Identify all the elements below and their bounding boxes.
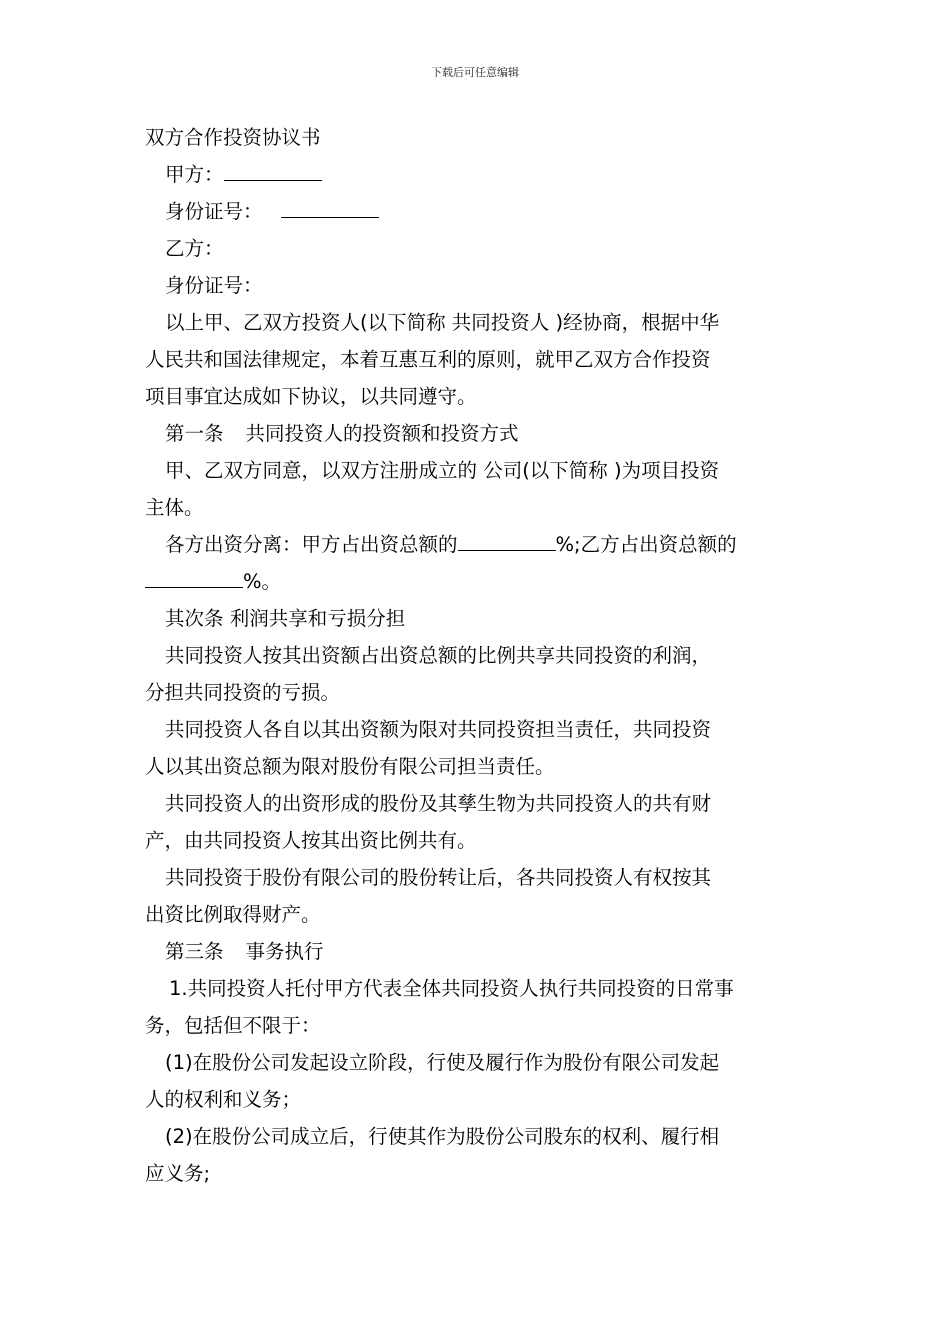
party-a-id-line	[145, 193, 811, 230]
article-2-p1-line-1: 共同投资人按其出资额占出资总额的比例共享共同投资的利润，	[165, 644, 712, 667]
article-2-p3-line-2: 产，由共同投资人按其出资比例共有。	[145, 829, 477, 852]
party-a-line	[145, 156, 811, 193]
party-b-line	[145, 230, 811, 267]
document-title: 双方合作投资协议书	[145, 126, 321, 149]
article-2-p3-line-1: 共同投资人的出资形成的股份及其孳生物为共同投资人的共有财	[165, 792, 712, 815]
article-2-heading: 其次条 利润共享和亏损分担	[165, 607, 406, 630]
article-2-p2-line-1: 共同投资人各自以其出资额为限对共同投资担当责任，共同投资	[165, 718, 712, 741]
intro-line-3: 项目事宜达成如下协议，以共同遵守。	[145, 385, 477, 408]
article-1-p2-text-c: %。	[243, 570, 282, 593]
article-3-title: 事务执行	[245, 940, 324, 963]
article-2-p1-line-2: 分担共同投资的亏损。	[145, 681, 341, 704]
article-1-p1-line-2: 主体。	[145, 496, 204, 519]
article-1-p2-line-2	[145, 563, 811, 600]
party-a-label: 甲方：	[165, 163, 224, 186]
article-3-item-1-line-2: 务，包括但不限于：	[145, 1014, 321, 1037]
party-b-id-line	[145, 267, 811, 304]
party-b-label: 乙方：	[165, 237, 224, 260]
article-1-p2-line-1	[145, 526, 811, 563]
article-3-heading	[145, 933, 811, 970]
article-1-number: 第一条	[165, 422, 224, 445]
article-3-sub-1-line-2: 人的权利和义务；	[145, 1088, 302, 1111]
article-3-sub-1-line-1: (1)在股份公司发起设立阶段，行使及履行作为股份有限公司发起	[165, 1051, 720, 1074]
article-2-p2-line-2: 人以其出资总额为限对股份有限公司担当责任。	[145, 755, 555, 778]
intro-line-2: 人民共和国法律规定，本着互惠互利的原则，就甲乙双方合作投资	[145, 348, 711, 371]
article-1-title: 共同投资人的投资额和投资方式	[245, 422, 519, 445]
article-1-p1-line-1: 甲、乙双方同意，以双方注册成立的 公司(以下简称 )为项目投资	[165, 459, 720, 482]
party-a-share-blank[interactable]	[458, 528, 556, 551]
party-a-id-blank[interactable]	[281, 195, 379, 218]
article-3-number: 第三条	[165, 940, 224, 963]
party-a-id-label: 身份证号：	[165, 200, 263, 223]
article-1-heading	[145, 415, 811, 452]
article-3-sub-2-line-2: 应义务;	[145, 1162, 211, 1185]
intro-line-1: 以上甲、乙双方投资人(以下简称 共同投资人 )经协商，根据中华	[165, 311, 720, 334]
party-a-blank[interactable]	[224, 158, 322, 181]
article-2-p4-line-1: 共同投资于股份有限公司的股份转让后，各共同投资人有权按其	[165, 866, 712, 889]
party-b-share-blank[interactable]	[145, 565, 243, 588]
party-b-id-label: 身份证号：	[165, 274, 263, 297]
page-header: 下载后可任意编辑	[431, 66, 519, 79]
article-1-p2-text-b: %;乙方占出资总额的	[555, 533, 737, 556]
article-2-p4-line-2: 出资比例取得财产。	[145, 903, 321, 926]
document-body	[145, 119, 811, 1192]
article-3-sub-2-line-1: (2)在股份公司成立后，行使其作为股份公司股东的权利、履行相	[165, 1125, 720, 1148]
article-3-item-1-line-1: 1.共同投资人托付甲方代表全体共同投资人执行共同投资的日常事	[169, 977, 734, 1000]
article-1-p2-text-a: 各方出资分离：甲方占出资总额的	[165, 533, 458, 556]
